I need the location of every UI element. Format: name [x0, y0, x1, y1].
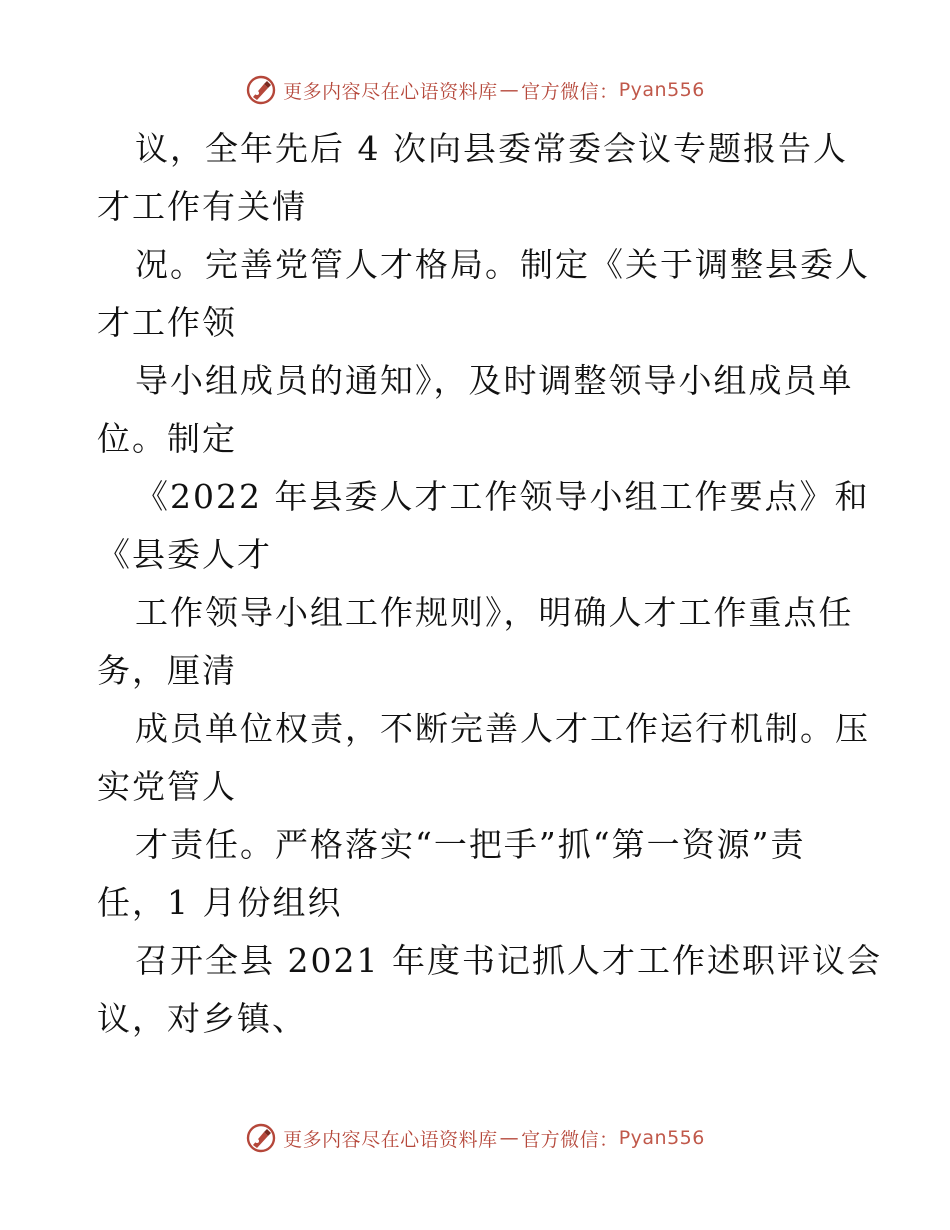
watermark-id: Pyan556 — [618, 1127, 705, 1149]
footer-watermark — [0, 1122, 950, 1154]
pen-logo-icon — [245, 74, 277, 106]
watermark-separator: — — [499, 1127, 520, 1149]
header-watermark — [0, 74, 950, 106]
text-line: 导小组成员的通知》，及时调整领导小组成员单 — [135, 361, 854, 400]
watermark-text: 更多内容尽在心语资料库 — [283, 1128, 498, 1151]
text-line: 任，1 月份组织 — [97, 883, 343, 922]
pen-logo-icon — [245, 1122, 277, 1154]
watermark-separator: — — [499, 79, 520, 101]
text-line: 工作领导小组工作规则》，明确人才工作重点任 — [135, 593, 854, 632]
text-line: 才工作领 — [97, 303, 237, 342]
text-line: 位。制定 — [97, 419, 237, 458]
text-line: 实党管人 — [97, 767, 237, 806]
watermark-id: Pyan556 — [618, 79, 705, 101]
text-line: 议，全年先后 4 次向县委常委会议专题报告人 — [135, 129, 848, 168]
text-line: 才责任。严格落实“一把手”抓“第一资源”责 — [135, 825, 806, 864]
text-line: 《2022 年县委人才工作领导小组工作要点》和 — [135, 477, 870, 516]
document-body — [97, 120, 882, 1048]
watermark-text: 更多内容尽在心语资料库 — [283, 80, 498, 103]
text-line: 况。完善党管人才格局。制定《关于调整县委人 — [135, 245, 870, 284]
watermark-contact: 官方微信： — [521, 1128, 619, 1151]
text-line: 议，对乡镇、 — [97, 999, 307, 1038]
text-line: 成员单位权责，不断完善人才工作运行机制。压 — [135, 709, 870, 748]
text-line: 召开全县 2021 年度书记抓人才工作述职评议会 — [135, 941, 882, 980]
text-line: 《县委人才 — [97, 535, 272, 574]
watermark-contact: 官方微信： — [521, 80, 619, 103]
text-line: 务，厘清 — [97, 651, 237, 690]
text-line: 才工作有关情 — [97, 187, 307, 226]
